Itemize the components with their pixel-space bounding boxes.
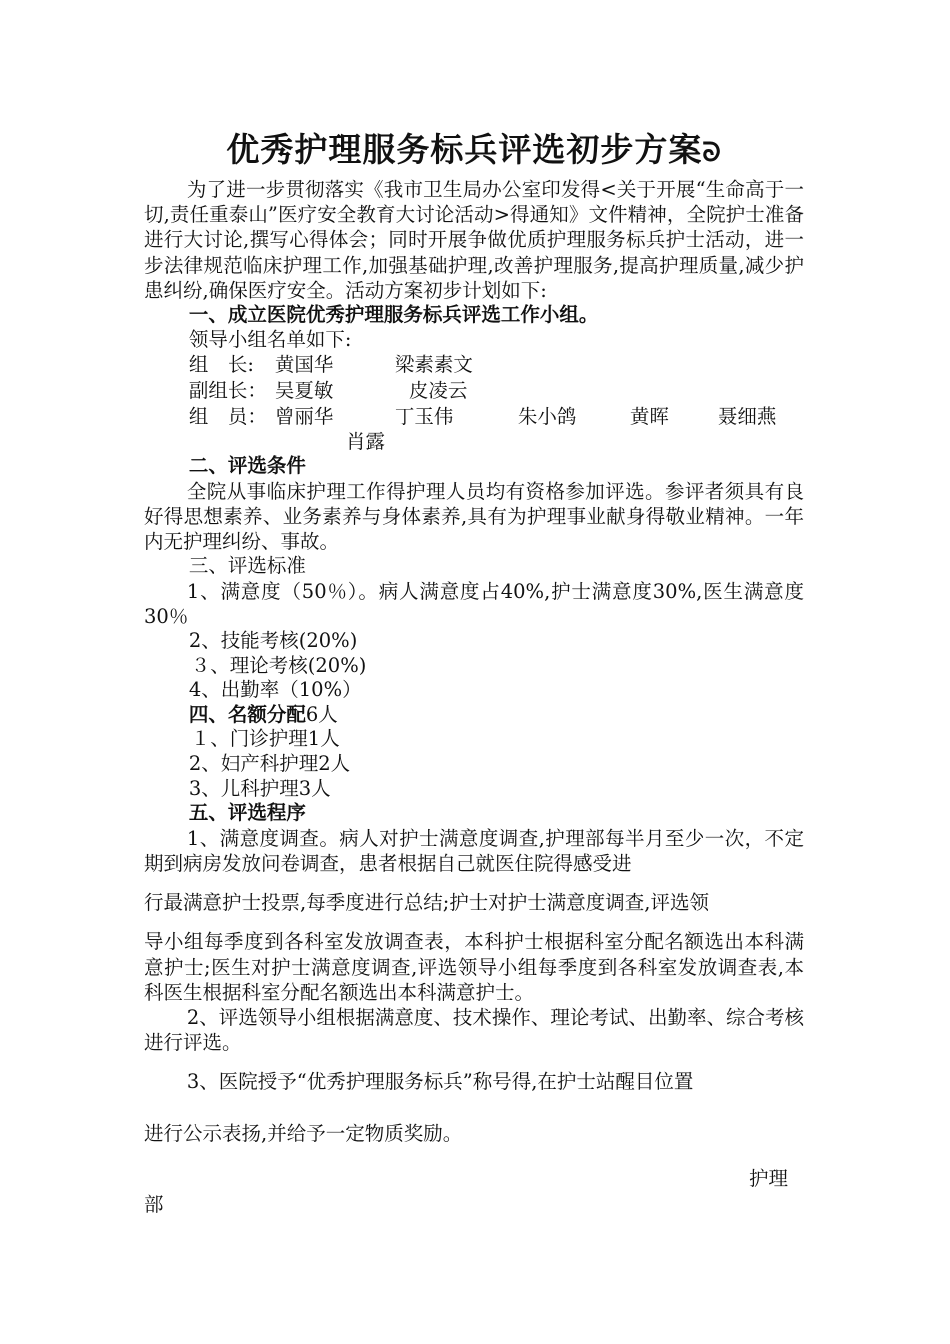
section4-heading: 四、名额分配: [188, 702, 306, 726]
section5-paragraph-3b: 进行公示表扬,并给予一定物质奖励。: [144, 1121, 463, 1145]
section3-item: ３、理论考核(20%): [190, 653, 367, 677]
signature-line-1: 护理: [748, 1166, 788, 1190]
section4-quota: 6人: [305, 702, 338, 726]
section4-item: 2、妇产科护理2人: [188, 751, 351, 775]
section5-paragraph-1b: 行最满意护士投票,每季度进行总结;护士对护士满意度调查,评选领: [144, 891, 709, 915]
member-name: 聂细燕: [717, 405, 777, 429]
section5-paragraph-1a: 1、满意度调查。病人对护士满意度调查,护理部每半月至少一次，不定期到病房发放问卷调查，患者根据自己就医住院得感受进: [144, 826, 804, 875]
section3-heading: 三、评选标准: [188, 554, 306, 578]
section5-heading: 五、评选程序: [188, 801, 306, 825]
member-name: 朱小鸽: [517, 405, 577, 429]
member-name-extra: 肖露: [346, 430, 386, 454]
intro-paragraph: 为了进一步贯彻落实《我市卫生局办公室印发得<关于开展“生命高于一切,责任重泰山”医疗安全教育大讨论活动>得通知》文件精神，全院护士准备进行大讨论,撰写心得体会；同时开展争做优质护理服务标兵护士活动，进一步法律规范临床护理工作,加强基础护理,改善护理服务,提高护理质量,减少护患纠纷,确保医疗安全。活动方案初步计划如下:: [144, 178, 804, 302]
deputy-name: 皮凌云: [408, 379, 468, 403]
leader-row: [144, 352, 804, 378]
section2-text: 全院从事临床护理工作得护理人员均有资格参加评选。参评者须具有良好得思想素养、业务素养与身体素养,具有为护理事业献身得敬业精神。一年内无护理纠纷、事故。: [144, 479, 804, 554]
section5-paragraph-3a: 3、医院授予“优秀护理服务标兵”称号得,在护士站醒目位置: [186, 1070, 694, 1094]
member-name: 黄晖: [629, 405, 669, 429]
title-mark-glyph: ᘐ: [702, 138, 722, 168]
member-name: 曾丽华: [274, 405, 334, 429]
section3-item: 1、满意度（50％）。病人满意度占40%,护士满意度30%,医生满意度30％: [144, 580, 804, 628]
leader-name: 黄国华: [274, 353, 334, 377]
section2-heading: 二、评选条件: [188, 454, 306, 478]
document-title: [144, 130, 804, 173]
leader-list-intro: 领导小组名单如下:: [188, 327, 352, 351]
section3-item: 4、出勤率（10%）: [188, 678, 362, 702]
deputy-label: 副组长：: [188, 379, 267, 403]
title-text: 优秀护理服务标兵评选初步方案: [226, 130, 703, 169]
deputy-row: [144, 378, 804, 404]
signature-line-2: 部: [144, 1192, 164, 1216]
section5-paragraph-2: 2、评选领导小组根据满意度、技术操作、理论考试、出勤率、综合考核进行评选。: [144, 1005, 804, 1055]
members-row: [144, 404, 804, 430]
member-name: 丁玉伟: [394, 405, 454, 429]
section4-item: １、门诊护理1人: [190, 727, 340, 751]
members-label: 组 员：: [188, 405, 267, 429]
section4-item: 3、儿科护理3人: [188, 776, 331, 800]
section4-heading-row: [144, 703, 804, 728]
section3-item: 2、技能考核(20%): [188, 629, 358, 652]
leader-name: 梁素素文: [394, 353, 473, 377]
deputy-name: 吴夏敏: [274, 379, 334, 403]
section1-heading: 一、成立医院优秀护理服务标兵评选工作小组。: [188, 303, 599, 327]
document-body: [144, 130, 804, 1218]
leader-label: 组 长:: [188, 353, 254, 377]
section5-paragraph-1c: 导小组每季度到各科室发放调查表，本科护士根据科室分配名额选出本科满意护士;医生对护士满意度调查,评选领导小组每季度到各科室发放调查表,本科医生根据科室分配名额选出本科满意护士。: [144, 930, 804, 1004]
